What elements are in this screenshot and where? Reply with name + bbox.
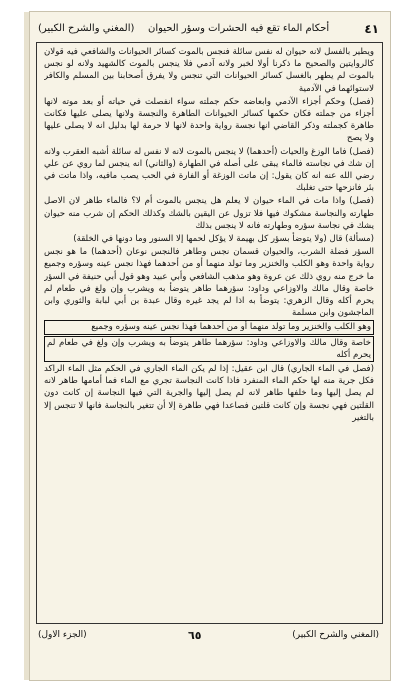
- footer-volume: (الجزء الاول): [38, 630, 87, 640]
- boxed-highlight-2: خاصة وقال مالك والاوزاعي وداود: سؤرهما طاهر يتوضأ به ويشرب وإن ولغ في طعام لم يحرم أكله: [44, 336, 374, 362]
- paragraph-2: (فصل) وحكم أجزاء الآدمي وابعاضه حكم جملته سواء انفصلت في حياته أو بعد موته لانها أجزاء من جملته فكان حكمها كسائر الحيوانات الطاهرة والنجسة ولانها يصلى عليها فكانت طاهرة كجملته وذكر القاضي انها نجسة رواية واحدة لانها لا حرمة لها بدليل انه لا يصلى عليها ولا يصح: [44, 96, 374, 144]
- header-book-title: (المغني والشرح الكبير): [38, 23, 135, 34]
- paragraph-6: السؤر فضلة الشرب، والحيوان قسمان نجس وطاهر فالنجس نوعان (أحدهما) ما هو نجس رواية واحدة وهو الكلب والخنزير وما تولد منهما أو من أحدهما فهذا نجس عينه وسؤره وجميع ما خرج منه روي ذلك عن عروة وهو مذهب الشافعي وأبي عبيد وهو قول أبي حنيفة في السؤر خاصة وقال مالك والاوزاعي وداود: سؤرهما طاهر يتوضأ به ويشرب وإن ولغ في طعام لم يحرم أكله وقال الزهري: يتوضأ به اذا لم يجد غيره وقال عبدة بن أبي لبابة والثوري وابن الماجشون وابن مسلمة: [44, 247, 374, 319]
- paragraph-4: (فصل) واذا مات في الماء حيوان لا يعلم هل ينجس بالموت أم لا؟ فالماء طاهر لان الاصل طهارته والنجاسة مشكوك فيها فلا تزول عن اليقين بالشك وكذلك الحكم إن شرب منه حيوان يشك في نجاسة سؤره وطهارته فانه لا ينجس بذلك: [44, 196, 374, 231]
- footer-page-number: ٦٥: [188, 629, 202, 642]
- header-page-number: ٤١: [364, 22, 379, 36]
- header-chapter-title: أحكام الماء تقع فيه الحشرات وسؤر الحيوان: [148, 23, 330, 34]
- footer-book-title: (المغني والشرح الكبير): [292, 630, 379, 640]
- main-text: [44, 46, 374, 616]
- running-footer: [38, 628, 379, 644]
- paragraph-7: (فصل في الماء الجاري) قال ابن عقيل: إذا لم يكن الماء الجاري في الحكم مثل الماء الراكد فكل جرية منه لها حكم الماء المنفرد فاذا كانت النجاسة تجري مع الماء فما أمامها طاهر لانه لم يصل إليها وما خلفها طاهر لانه لم يصل إليها والجرية التي فيها النجاسة إن كانت دون القلتين فهي نجسة وإن كانت قلتين فصاعدا فهي طاهرة إلا أن تتغير بالنجاسة فانها لا تنجس إلا بالتغير: [44, 364, 374, 423]
- paragraph-5-masala: (مسألة) قال (ولا يتوضأ بسؤر كل بهيمة لا يؤكل لحمها إلا السنور وما دونها في الخلقة): [73, 234, 374, 245]
- paragraph-1: ويطير بالفسل لانه حيوان له نفس سائلة فنجس بالموت كسائر الحيوانات والشافعي فيه قولان كالروايتين والصحيح ما ذكرنا أولا لخبر ولانه آدمي فلا ينجس بالموت كالشهيد ولانه لو نجس بالموت لم يطهر بالغسل كسائر الحيوانات التي تنجس ولا يفرق أصحابنا بين المسلم والكافر لاستوائهما في الآدمية: [44, 47, 374, 94]
- boxed-highlight-1: وهو الكلب والخنزير وما تولد منهما أو من أحدهما فهذا نجس عينه وسؤره وجميع: [44, 320, 374, 334]
- paragraph-3: (فصل) فاما الوزغ والحيات (أحدهما) لا ينجس بالموت لانه لا نفس له سائلة أشبه العقرب ولانه إن شك في نجاسته فالماء يبقى على أصله في الطهارة (والثاني) انه ينجس لما روي عن علي رضي الله عنه انه كان يقول: إن ماتت الوزغة أو الفارة في الحب يصب مافيه، واذا ماتت في بئر فانزحها حتى تغلبك: [44, 146, 374, 194]
- running-header: [38, 22, 379, 38]
